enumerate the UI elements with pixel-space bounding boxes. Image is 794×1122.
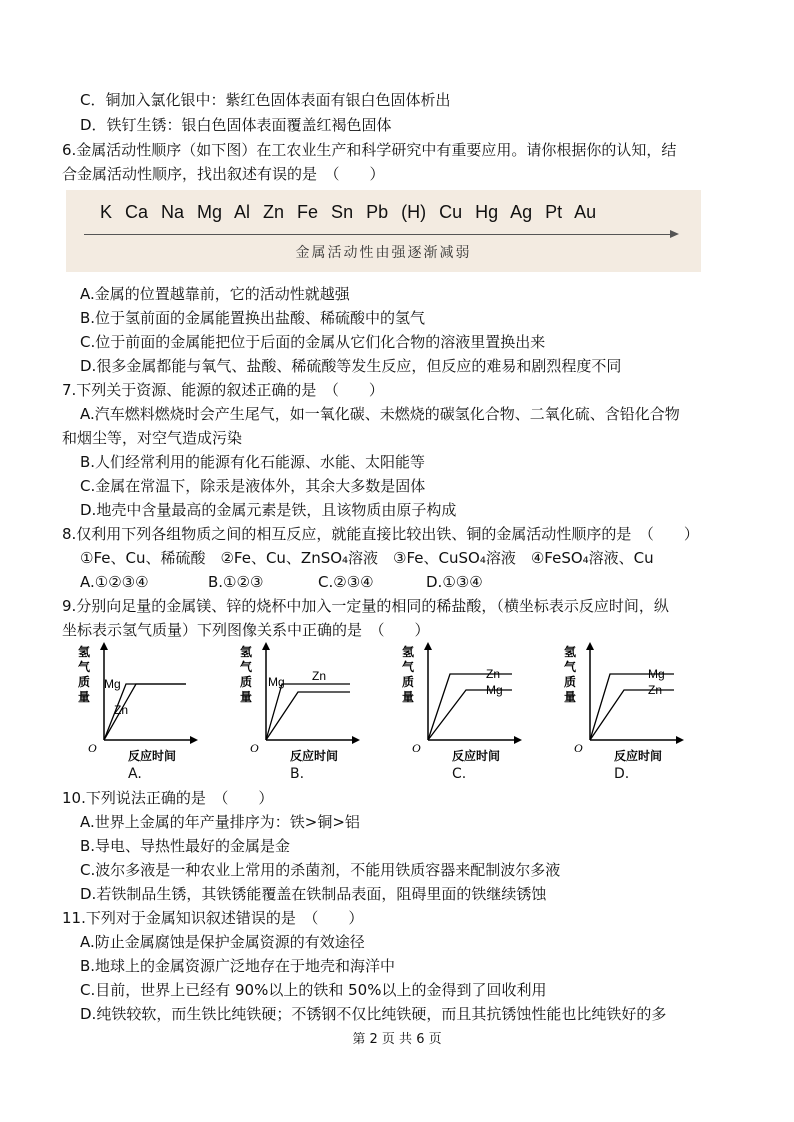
activity-series-banner (66, 190, 701, 272)
q8-options (80, 572, 483, 592)
q5-option-d: D．铁钉生锈：银白色固体表面覆盖红褐色固体 (80, 116, 392, 134)
y-axis-label-char: 量 (240, 690, 253, 704)
series-bottom-line (428, 690, 512, 740)
series-top-label: Mg (648, 667, 665, 681)
q11-option-c: C.目前，世界上已经有 90%以上的铁和 50%以上的金得到了回收利用 (80, 981, 547, 999)
series-top-label: Zn (486, 667, 501, 681)
q10-option-d: D.若铁制品生锈，其铁锈能覆盖在铁制品表面，阻碍里面的铁继续锈蚀 (80, 885, 547, 903)
q9-graph-d (556, 640, 686, 780)
q7-option-b: B.人们经常利用的能源有化石能源、水能、太阳能等 (80, 453, 426, 471)
origin-label: O (250, 741, 259, 755)
y-axis-label-char: 气 (402, 660, 415, 674)
series-top-label: Mg (104, 677, 121, 691)
q8-groups: ①Fe、Cu、稀硫酸 ②Fe、Cu、ZnSO₄溶液 ③Fe、CuSO₄溶液 ④FeSO₄溶液、Cu (80, 549, 654, 567)
q7-option-d: D.地壳中含量最高的金属元素是铁，且该物质由原子构成 (80, 501, 457, 519)
q8-option-c: C.②③④ (318, 573, 374, 591)
banner-caption: 金属活动性由强逐渐减弱 (295, 245, 472, 261)
q9-graph-c (394, 640, 524, 780)
q10-stem: 10.下列说法正确的是 （ ） (62, 789, 274, 807)
q9-graph-label-a: A. (128, 766, 142, 782)
series-top-label: Mg (268, 675, 285, 689)
q9-graph-label-b: B. (290, 766, 305, 782)
x-axis-label: 反应时间 (452, 749, 501, 763)
graph-svg (556, 640, 686, 780)
series-bottom-label: Zn (648, 683, 663, 697)
y-axis-label-char: 气 (78, 660, 91, 674)
y-arrow-icon (586, 642, 594, 650)
page-footer: 第 2 页 共 6 页 (352, 1032, 442, 1047)
y-axis-label-char: 气 (240, 660, 253, 674)
y-axis-label-char: 量 (564, 690, 577, 704)
series-bottom-label: Zn (114, 703, 129, 717)
q7-stem: 7.下列关于资源、能源的叙述正确的是 （ ） (62, 381, 384, 399)
q11-option-a: A.防止金属腐蚀是保护金属资源的有效途径 (80, 933, 365, 951)
q9-stem-line2: 坐标表示氢气质量）下列图像关系中正确的是 （ ） (62, 621, 430, 639)
q6-option-b: B.位于氢前面的金属能置换出盐酸、稀硫酸中的氢气 (80, 309, 426, 327)
graph-svg (394, 640, 524, 780)
q9-graph-a (70, 640, 200, 780)
q7-option-c: C.金属在常温下，除汞是液体外，其余大多数是固体 (80, 477, 426, 495)
q6-option-c: C.位于前面的金属能把位于后面的金属从它们化合物的溶液里置换出来 (80, 333, 546, 351)
x-axis-label: 反应时间 (614, 749, 663, 763)
q8-option-d: D.①③④ (426, 573, 483, 591)
origin-label: O (412, 741, 421, 755)
graph-svg (70, 640, 200, 780)
arrow-line (84, 234, 674, 235)
series-bottom-label: Mg (486, 683, 503, 697)
x-axis-label: 反应时间 (128, 749, 177, 763)
q11-option-b: B.地球上的金属资源广泛地存在于地壳和海洋中 (80, 957, 396, 975)
y-axis-label-char: 气 (564, 660, 577, 674)
graph-svg (232, 640, 362, 780)
origin-label: O (88, 741, 97, 755)
y-axis-label-char: 氢 (402, 645, 415, 659)
series-bottom-label: Zn (312, 669, 327, 683)
y-axis-label-char: 氢 (240, 645, 253, 659)
x-arrow-icon (514, 736, 522, 744)
q6-stem-line1: 6.金属活动性顺序（如下图）在工农业生产和科学研究中有重要应用。请你根据你的认知，结 (62, 141, 677, 159)
y-axis-label-char: 氢 (564, 645, 577, 659)
q8-stem: 8.仅利用下列各组物质之间的相互反应，就能直接比较出铁、铜的金属活动性顺序的是 （ ） (62, 525, 699, 543)
q11-option-d: D.纯铁较软，而生铁比纯铁硬；不锈钢不仅比纯铁硬，而且其抗锈蚀性能也比纯铁好的多 (80, 1005, 667, 1023)
q7-option-a-line1: A.汽车燃料燃烧时会产生尾气，如一氧化碳、未燃烧的碳氢化合物、二氧化硫、含铅化合物 (80, 405, 680, 423)
q11-stem: 11.下列对于金属知识叙述错误的是 （ ） (62, 909, 364, 927)
q7-option-a-line2: 和烟尘等，对空气造成污染 (62, 429, 243, 447)
x-arrow-icon (190, 736, 198, 744)
q6-option-a: A.金属的位置越靠前，它的活动性就越强 (80, 285, 350, 303)
q9-graph-label-c: C. (452, 766, 467, 782)
q6-stem-line2: 合金属活动性顺序，找出叙述有误的是 （ ） (62, 165, 385, 183)
x-axis-label: 反应时间 (290, 749, 339, 763)
y-axis-label-char: 量 (402, 690, 415, 704)
q8-option-b: B.①②③ (208, 573, 264, 591)
q9-graph-label-d: D. (614, 766, 630, 782)
origin-label: O (574, 741, 583, 755)
q9-stem-line1: 9.分别向足量的金属镁、锌的烧杯中加入一定量的相同的稀盐酸，（横坐标表示反应时间，纵 (62, 597, 669, 615)
y-axis-label-char: 质 (78, 675, 91, 689)
q5-option-c: C．铜加入氯化银中：紫红色固体表面有银白色固体析出 (80, 91, 451, 109)
q10-option-a: A.世界上金属的年产量排序为：铁>铜>铝 (80, 813, 360, 831)
y-axis-label-char: 质 (240, 675, 253, 689)
q9-graph-b (232, 640, 362, 780)
q10-option-b: B.导电、导热性最好的金属是金 (80, 837, 291, 855)
q6-option-d: D.很多金属都能与氧气、盐酸、稀硫酸等发生反应，但反应的难易和剧烈程度不同 (80, 357, 622, 375)
y-arrow-icon (100, 642, 108, 650)
y-arrow-icon (424, 642, 432, 650)
x-arrow-icon (676, 736, 684, 744)
q10-option-c: C.波尔多液是一种农业上常用的杀菌剂，不能用铁质容器来配制波尔多液 (80, 861, 561, 879)
arrow-head-icon (670, 230, 679, 238)
q8-option-a: A.①②③④ (80, 573, 149, 591)
y-axis-label-char: 质 (402, 675, 415, 689)
y-arrow-icon (262, 642, 270, 650)
series-bottom-line (266, 692, 350, 740)
y-axis-label-char: 量 (78, 690, 91, 704)
y-axis-label-char: 氢 (78, 645, 91, 659)
x-arrow-icon (352, 736, 360, 744)
y-axis-label-char: 质 (564, 675, 577, 689)
metal-activity-series: K Ca Na Mg Al Zn Fe Sn Pb (H) Cu Hg Ag Pt Au (100, 202, 597, 222)
